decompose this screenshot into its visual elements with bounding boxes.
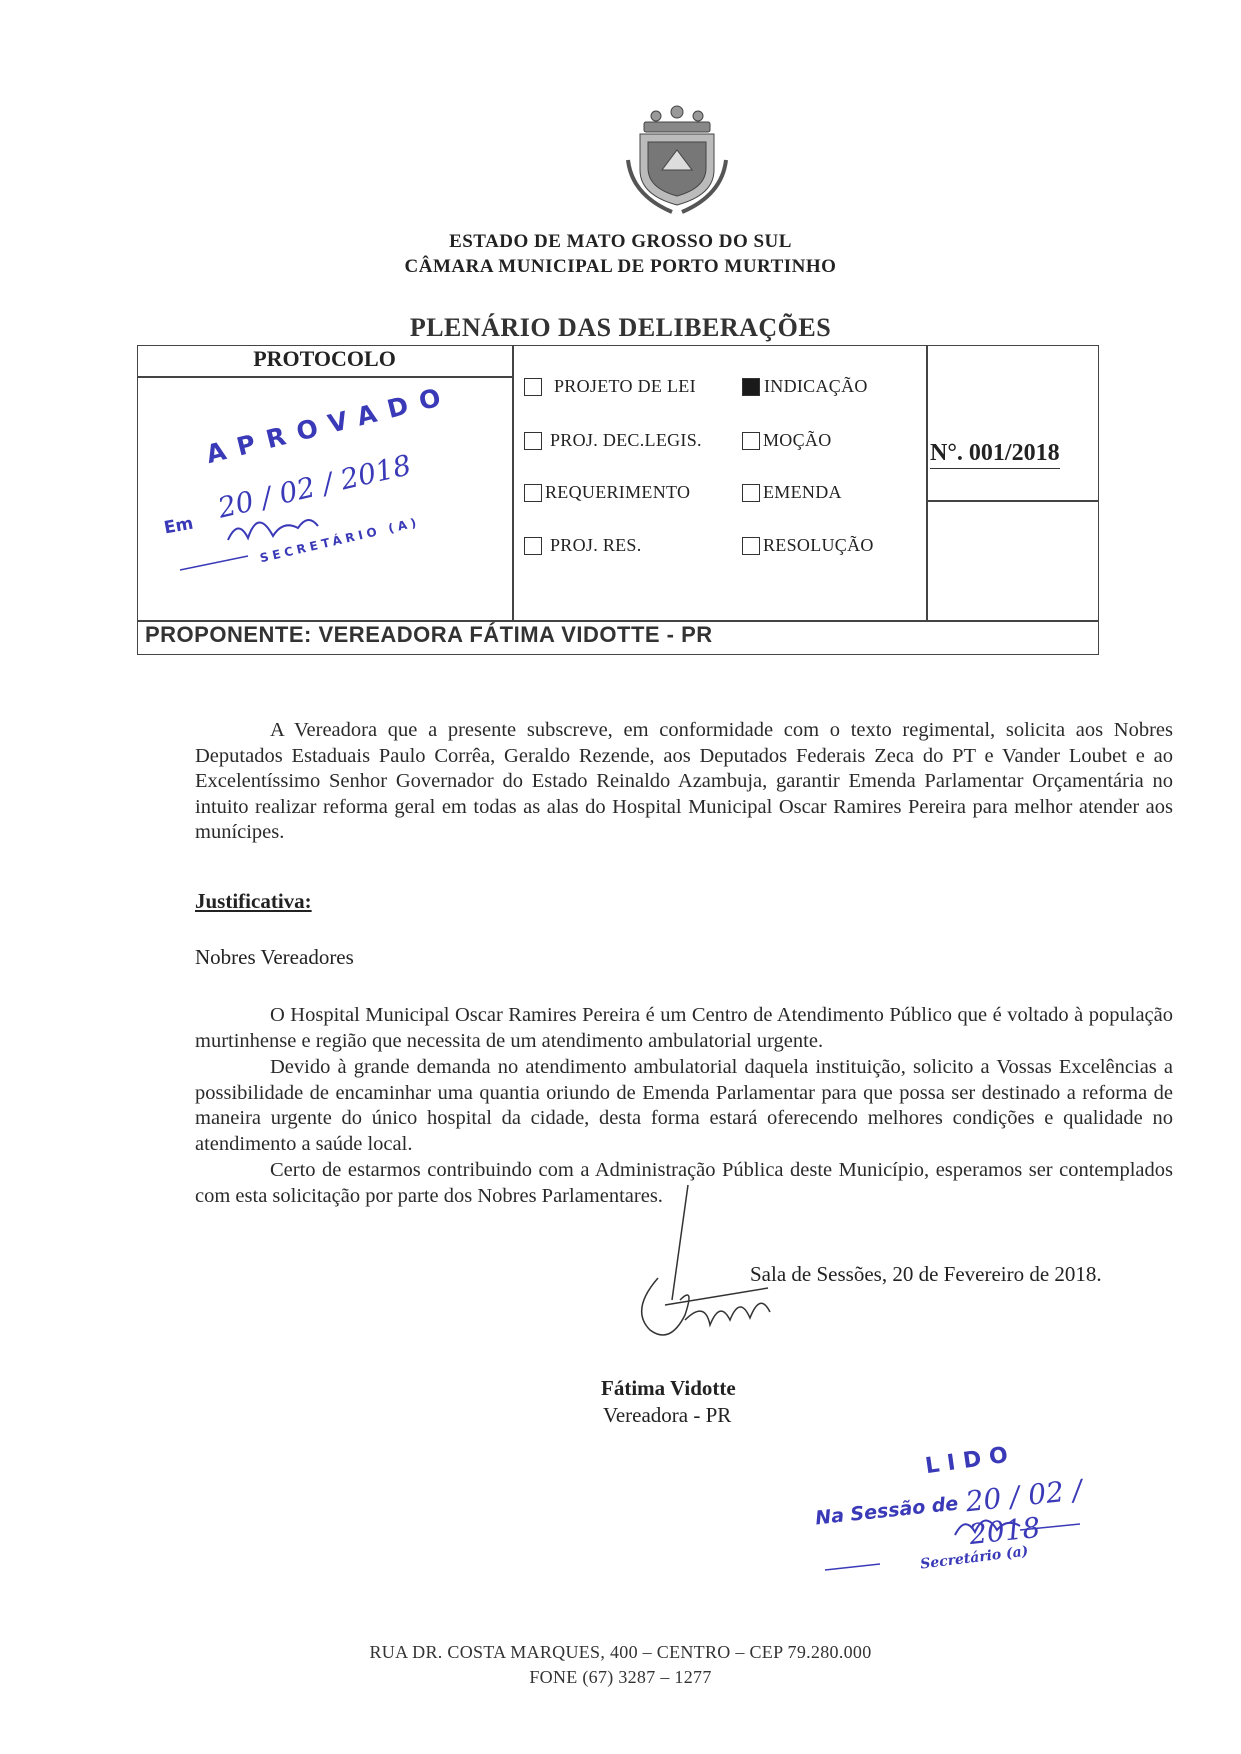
footer-phone: FONE (67) 3287 – 1277 [529,1667,712,1687]
protocol-title: PROTOCOLO [253,346,396,371]
paragraph-demand: Devido à grande demanda no atendimento ambulatorial daquela instituição, solicito a Vossas Excelências a possibilidade de encaminhar uma quantia oriundo de Emenda Parlamentar para que possa ser destinado a reforma de maneira urgente do único hospital da cidade, desta forma estará oferecendo melhores condições e qualidade no atendimento a saúde local. [195,1056,1173,1155]
checkbox-label: PROJETO DE LEI [554,376,696,396]
stamp-lido-text: LIDO [923,1441,1018,1480]
proponente: PROPONENTE: VEREADORA FÁTIMA VIDOTTE - PR [145,622,713,647]
table-divider [926,500,1099,502]
checkbox-label: MOÇÃO [763,430,832,450]
paragraph-closing: Certo de estarmos contribuindo com a Administração Pública deste Município, esperamos ser contemplados com esta solicitação por parte dos Nobres Parlamentares. [195,1159,1173,1207]
header-chamber: CÂMARA MUNICIPAL DE PORTO MURTINHO [404,256,837,277]
checkbox-label: PROJ. RES. [550,535,642,555]
checkbox-box[interactable] [524,432,542,450]
read-stamp [815,1440,1145,1600]
signatory-name: Fátima Vidotte [601,1376,736,1400]
handwritten-signature [610,1180,810,1380]
checkbox-box-checked[interactable] [742,378,760,396]
checkbox-proj-res[interactable] [524,535,642,556]
checkbox-box[interactable] [742,484,760,502]
checkbox-projeto-de-lei[interactable] [524,376,696,397]
document-number: N°. 001/2018 [930,440,1060,469]
checkbox-label: PROJ. DEC.LEGIS. [550,430,702,450]
approved-stamp [162,379,508,578]
footer-address: RUA DR. COSTA MARQUES, 400 – CENTRO – CEP 79.280.000 [369,1642,872,1662]
table-divider [926,345,928,621]
stamp-lido-signature [815,1500,1145,1580]
stamp-aprovado-text: APROVADO [203,379,456,470]
stamp-sessao-label: Na Sessão de [814,1492,960,1530]
checkbox-box[interactable] [742,432,760,450]
checkbox-box[interactable] [524,537,542,555]
checkbox-box[interactable] [524,484,542,502]
checkbox-box[interactable] [524,378,542,396]
stamp-lido-date: 20 / 02 / 2018 [964,1473,1084,1552]
table-divider [137,376,513,378]
checkbox-indicacao[interactable] [742,376,868,397]
signatory-role: Vereadora - PR [603,1403,732,1427]
checkbox-proj-dec-legis[interactable] [524,430,702,451]
checkbox-mocao[interactable] [742,430,832,451]
greeting: Nobres Vereadores [195,945,354,969]
checkbox-label: RESOLUÇÃO [763,535,874,555]
coat-of-arms-seal [622,100,732,218]
stamp-em-label: Em [162,513,195,539]
justificativa-heading: Justificativa: [195,889,312,913]
paragraph-request: A Vereadora que a presente subscreve, em conformidade com o texto regimental, solicita aos Nobres Deputados Estaduais Paulo Corrêa, Geraldo Rezende, aos Deputados Federais Zeca do PT e Vander Loubet e ao Excelentíssimo Senhor Governador do Estado Reinaldo Azambuja, garantir Emenda Parlamentar Orçamentária no intuito realizar reforma geral em todas as alas do Hospital Municipal Oscar Ramires Pereira para melhor atender aos munícipes. [195,719,1173,843]
checkbox-label: REQUERIMENTO [545,482,691,502]
checkbox-label: EMENDA [763,482,842,502]
stamp-secretario: SECRETÁRIO (A) [258,514,422,566]
table-divider [512,345,514,621]
checkbox-requerimento[interactable] [524,482,690,503]
page-title: PLENÁRIO DAS DELIBERAÇÕES [409,313,832,342]
checkbox-emenda[interactable] [742,482,842,503]
stamp-date: 20 / 02 / 2018 [214,448,415,525]
header-state: ESTADO DE MATO GROSSO DO SUL [449,231,792,252]
stamp-lido-secretario: Secretário (a) [919,1543,1030,1573]
checkbox-label: INDICAÇÃO [764,376,868,396]
session-date: Sala de Sessões, 20 de Fevereiro de 2018. [750,1262,1102,1286]
paragraph-hospital: O Hospital Municipal Oscar Ramires Pereira é um Centro de Atendimento Público que é voltado à população murtinhense e região que necessita de um atendimento ambulatorial urgente. [195,1004,1173,1052]
checkbox-box[interactable] [742,537,760,555]
checkbox-resolucao[interactable] [742,535,874,556]
